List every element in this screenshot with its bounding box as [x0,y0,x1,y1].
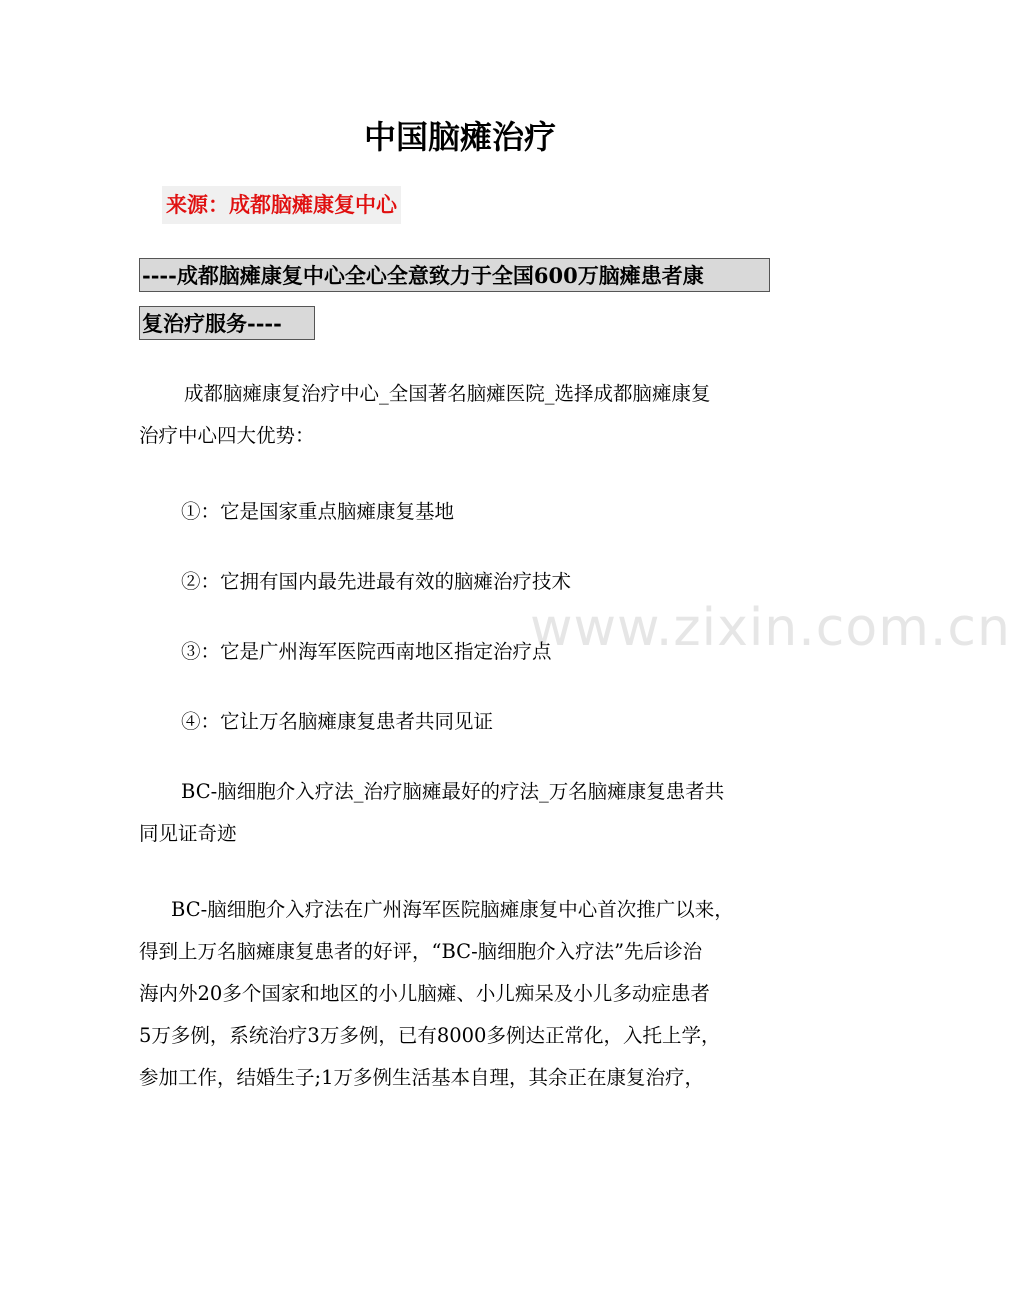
intro-paragraph [139,373,784,457]
body-line: 5万多例，系统治疗3万多例，已有8000多例达正常化，入托上学， [139,1024,721,1047]
body-line: 得到上万名脑瘫康复患者的好评，“BC-脑细胞介入疗法”先后诊治 [139,940,703,963]
intro-line-1: 成都脑瘫康复治疗中心_全国著名脑瘫医院_选择成都脑瘫康复 [184,382,711,405]
body-line: BC-脑细胞介入疗法在广州海军医院脑瘫康复中心首次推广以来， [171,898,734,921]
slogan-line-2: 复治疗服务---- [139,306,315,340]
page-title: 中国脑瘫治疗 [363,118,556,156]
body-line: 参加工作，结婚生子;1万多例生活基本自理，其余正在康复治疗， [139,1066,704,1089]
watermark: www.zixin.com.cn [530,598,1011,658]
source-label: 来源：成都脑瘫康复中心 [162,186,401,224]
slogan-line-1: ----成都脑瘫康复中心全心全意致力于全国600万脑瘫患者康 [139,258,770,292]
method-paragraph [139,771,784,855]
advantage-item-2: ②：它拥有国内最先进最有效的脑瘫治疗技术 [181,570,572,593]
method-line-1: BC-脑细胞介入疗法_治疗脑瘫最好的疗法_万名脑瘫康复患者共 [181,780,725,803]
method-line-2: 同见证奇迹 [139,822,237,845]
body-paragraph [139,889,784,1099]
advantage-item-1: ①：它是国家重点脑瘫康复基地 [181,500,455,523]
advantage-item-4: ④：它让万名脑瘫康复患者共同见证 [181,710,494,733]
advantage-item-3: ③：它是广州海军医院西南地区指定治疗点 [181,640,552,663]
body-line: 海内外20多个国家和地区的小儿脑瘫、小儿痴呆及小儿多动症患者 [139,982,710,1005]
intro-line-2: 治疗中心四大优势： [139,424,315,447]
